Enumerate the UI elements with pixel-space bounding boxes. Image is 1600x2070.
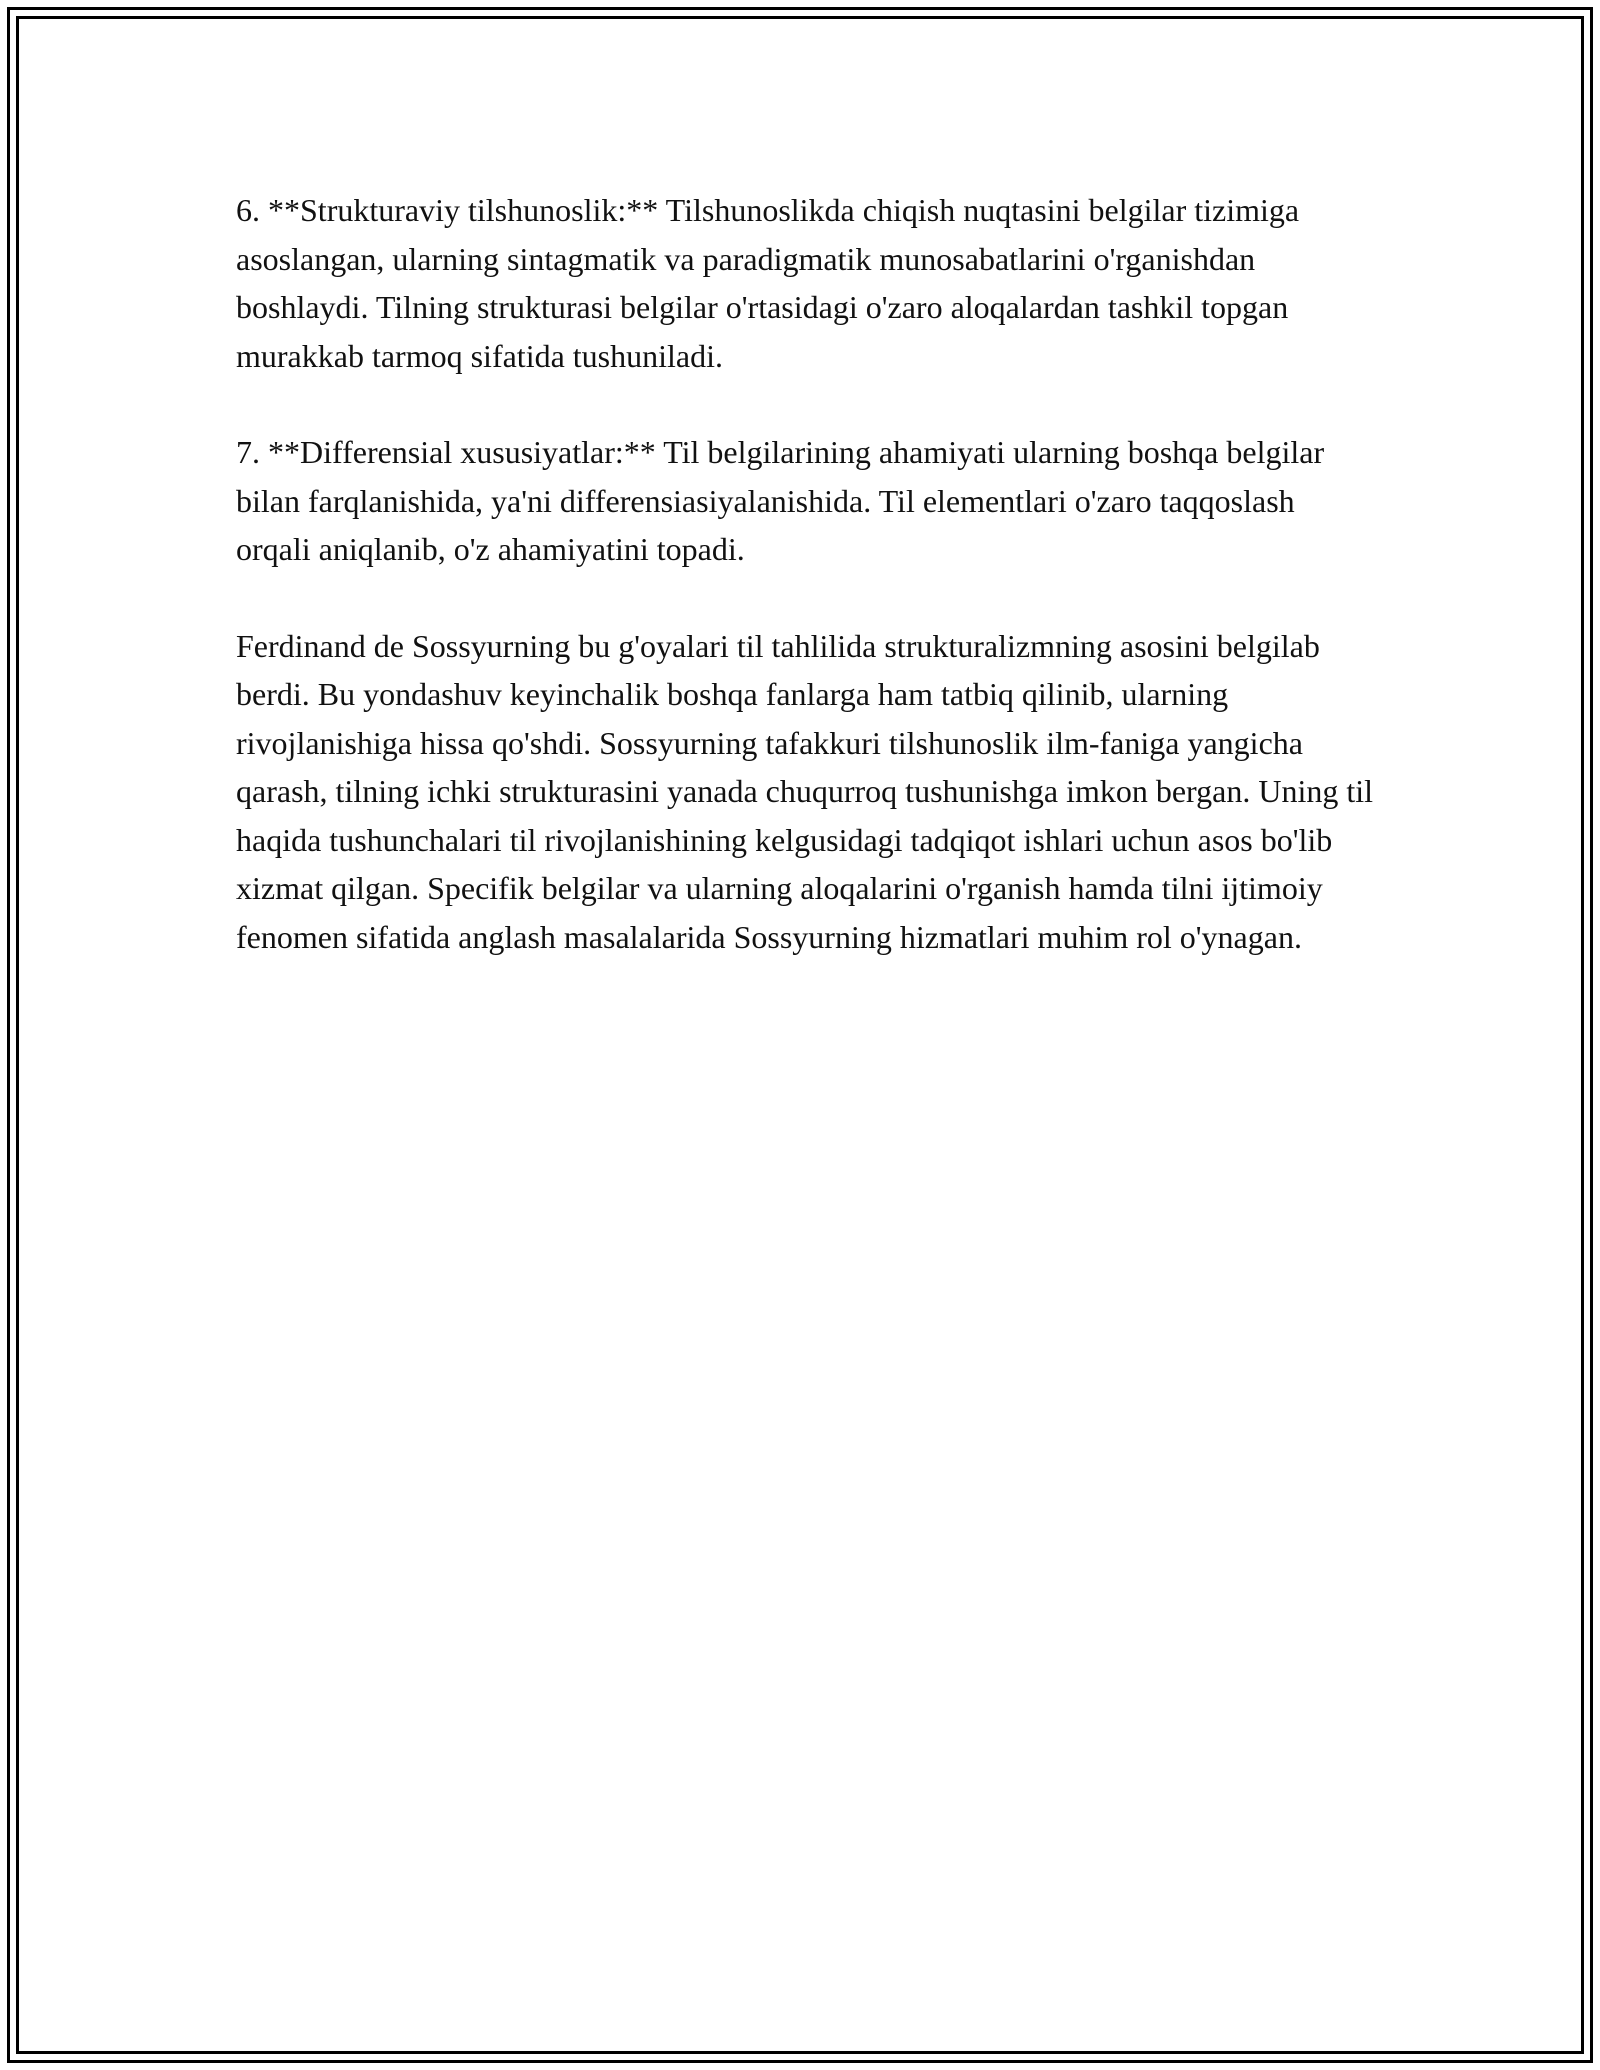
document-body [236,186,1376,1009]
paragraph-strukturaviy-tilshunoslik: 6. **Strukturaviy tilshunoslik:** Tilshunoslikda chiqish nuqtasini belgilar tizimiga asoslangan, ularning sintagmatik va paradigmatik munosabatlarini o'rganishdan boshlaydi. Tilning strukturasi belgilar o'rtasidagi o'zaro aloqalardan tashkil topgan murakkab tarmoq sifatida tushuniladi. [236,192,1300,374]
paragraph-conclusion: Ferdinand de Sossyurning bu g'oyalari til tahlilida strukturalizmning asosini belgilab berdi. Bu yondashuv keyinchalik boshqa fanlarga ham tatbiq qilinib, ularning rivojlanishiga hissa qo'shdi. Sossyurning tafakkuri tilshunoslik ilm-faniga yangicha qarash, tilning ichki strukturasini yanada chuqurroq tushunishga imkon bergan. Uning til haqida tushunchalari til rivojlanishining kelgusidagi tadqiqot ishlari uchun asos bo'lib xizmat qilgan. Specifik belgilar va ularning aloqalarini o'rganish hamda tilni ijtimoiy fenomen sifatida anglash masalalarida Sossyurning hizmatlari muhim rol o'ynagan. [236,627,1373,955]
paragraph-differensial-xususiyatlar: 7. **Differensial xususiyatlar:** Til belgilarining ahamiyati ularning boshqa belgilar bilan farqlanishida, ya'ni differensiasiyalanishida. Til elementlari o'zaro taqqoslash orqali aniqlanib, o'z ahamiyatini topadi. [236,434,1325,567]
